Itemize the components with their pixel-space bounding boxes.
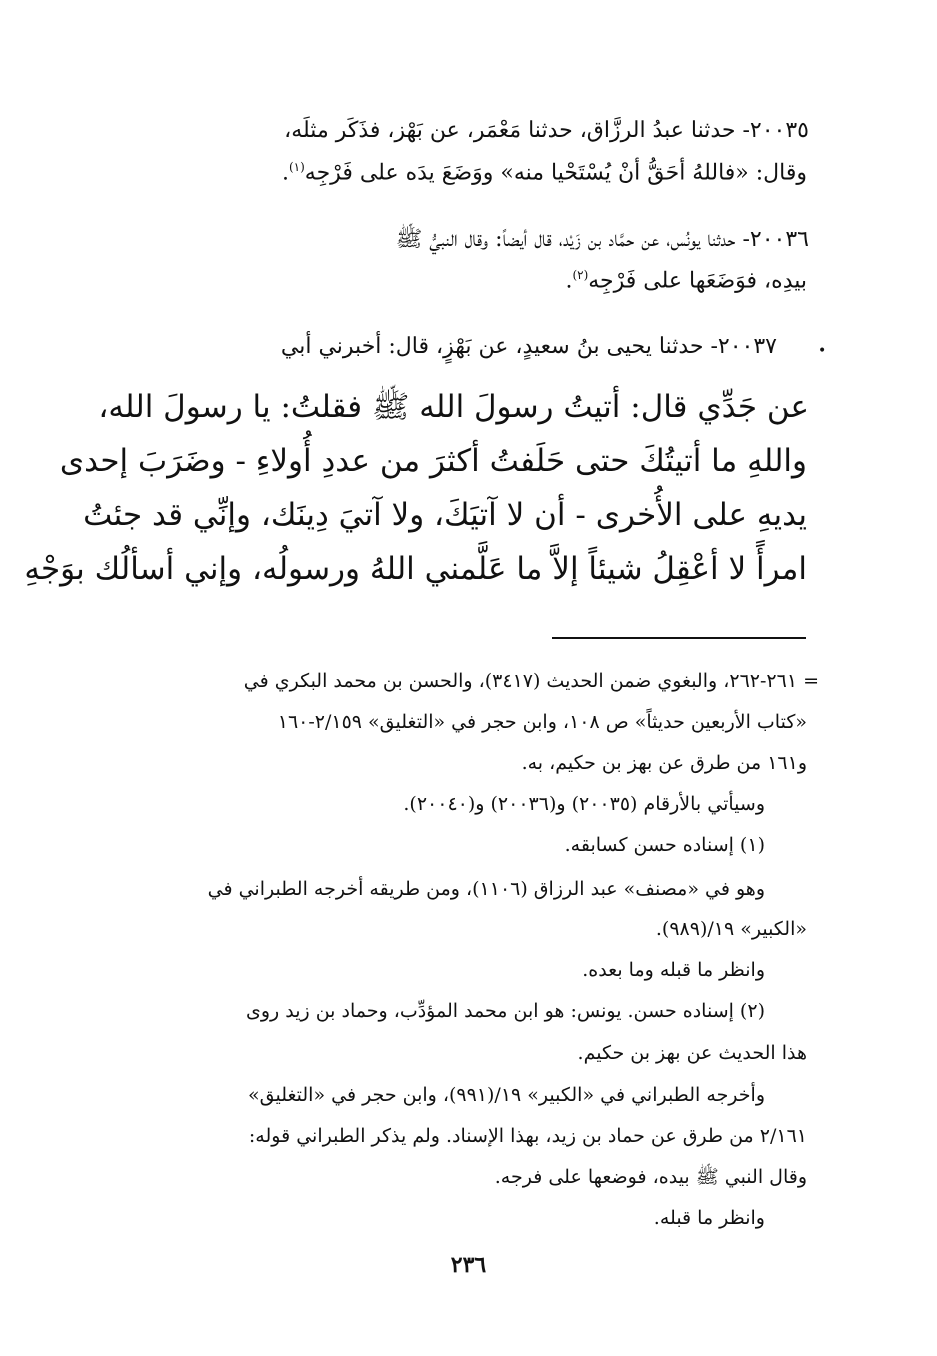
hadith-20036-line-2: بيدِه، فوَضَعَها على فَرْجِه$^{(٢)}$. xyxy=(565,268,807,294)
note-line-14: وانظر ما قبله. xyxy=(653,1207,765,1229)
note-line-9: (٢) إسناده حسن. يونس: هو ابن محمد المؤدِّب، وحماد بن زيد روى xyxy=(245,1000,765,1022)
hadith-20037-line-1: ٢٠٠٣٧- حدثنا يحيى بنُ سعيدٍ، عن بَهْزٍ، قال: أخبرني أبي xyxy=(280,334,777,359)
note-line-6: وهو في «مصنف» عبد الرزاق (١١٠٦)، ومن طريقه أخرجه الطبراني في xyxy=(207,878,765,900)
note-line-2: «كتاب الأربعين حديثاً» ص ١٠٨، وابن حجر في «التغليق» ٢/١٥٩-١٦٠ xyxy=(277,711,807,733)
note-line-4: وسيأتي بالأرقام (٢٠٠٣٥) و(٢٠٠٣٦) و(٢٠٠٤٠). xyxy=(403,793,765,815)
matn-line-1: عن جَدِّي قال: أتيتُ رسولَ الله ﷺ فقلتُ: يا رسولَ الله، xyxy=(98,389,809,425)
hadith-20036-line-1: ٢٠٠٣٦- حدثنا يونُس، عن حمَّاد بن زَيْد، قال أيضاً: وقال النبيُّ ﷺ xyxy=(395,227,809,252)
margin-dot: • xyxy=(818,343,827,359)
note-line-12: ٢/١٦١ من طرق عن حماد بن زيد، بهذا الإسناد. ولم يذكر الطبراني قوله: xyxy=(248,1125,807,1147)
hadith-20035-line-2: وقال: «فاللهُ أحَقُّ أنْ يُسْتَحْيا منه» ووَضَعَ يدَه على فَرْجِه$^{(١)}$. xyxy=(281,160,807,186)
footnote-marker-2: (٢) xyxy=(572,268,589,282)
note-line-1: = ٢٦١-٢٦٢، والبغوي ضمن الحديث (٣٤١٧)، والحسن بن محمد البكري في xyxy=(243,670,819,692)
note-line-13: وقال النبي ﷺ بيده، فوضعها على فرجه. xyxy=(494,1166,807,1188)
note-line-11: وأخرجه الطبراني في «الكبير» ١٩/(٩٩١)، وابن حجر في «التغليق» xyxy=(247,1084,765,1106)
matn-line-4: امرأً لا أعْقِلُ شيئاً إلاَّ ما عَلَّمني اللهُ ورسولُه، وإني أسألُك بوَجْهِ xyxy=(24,551,807,587)
footnote-divider xyxy=(552,637,806,639)
note-line-7: «الكبير» ١٩/(٩٨٩). xyxy=(655,918,807,940)
note-line-5: (١) إسناده حسن كسابقه. xyxy=(564,834,765,856)
note-line-10: هذا الحديث عن بهز بن حكيم. xyxy=(577,1042,807,1064)
note-line-3: و١٦١ من طرق عن بهز بن حكيم، به. xyxy=(521,752,807,774)
page-number: ٢٣٦ xyxy=(450,1252,487,1278)
footnote-marker-1: (١) xyxy=(288,160,305,174)
hadith-20035-line-1: ٢٠٠٣٥- حدثنا عبدُ الرزَّاق، حدثنا مَعْمَر، عن بَهْز، فذَكَر مثلَه، xyxy=(284,118,809,143)
note-line-8: وانظر ما قبله وما بعده. xyxy=(582,959,765,981)
matn-line-3: يديهِ على الأُخرى - أن لا آتيَكَ، ولا آتيَ دِينَك، وإنِّي قد جئتُ xyxy=(83,497,807,533)
matn-line-2: واللهِ ما أتيتُكَ حتى حَلَفتُ أكثرَ من عددِ أُولاءِ - وضَرَبَ إحدى xyxy=(59,443,807,479)
